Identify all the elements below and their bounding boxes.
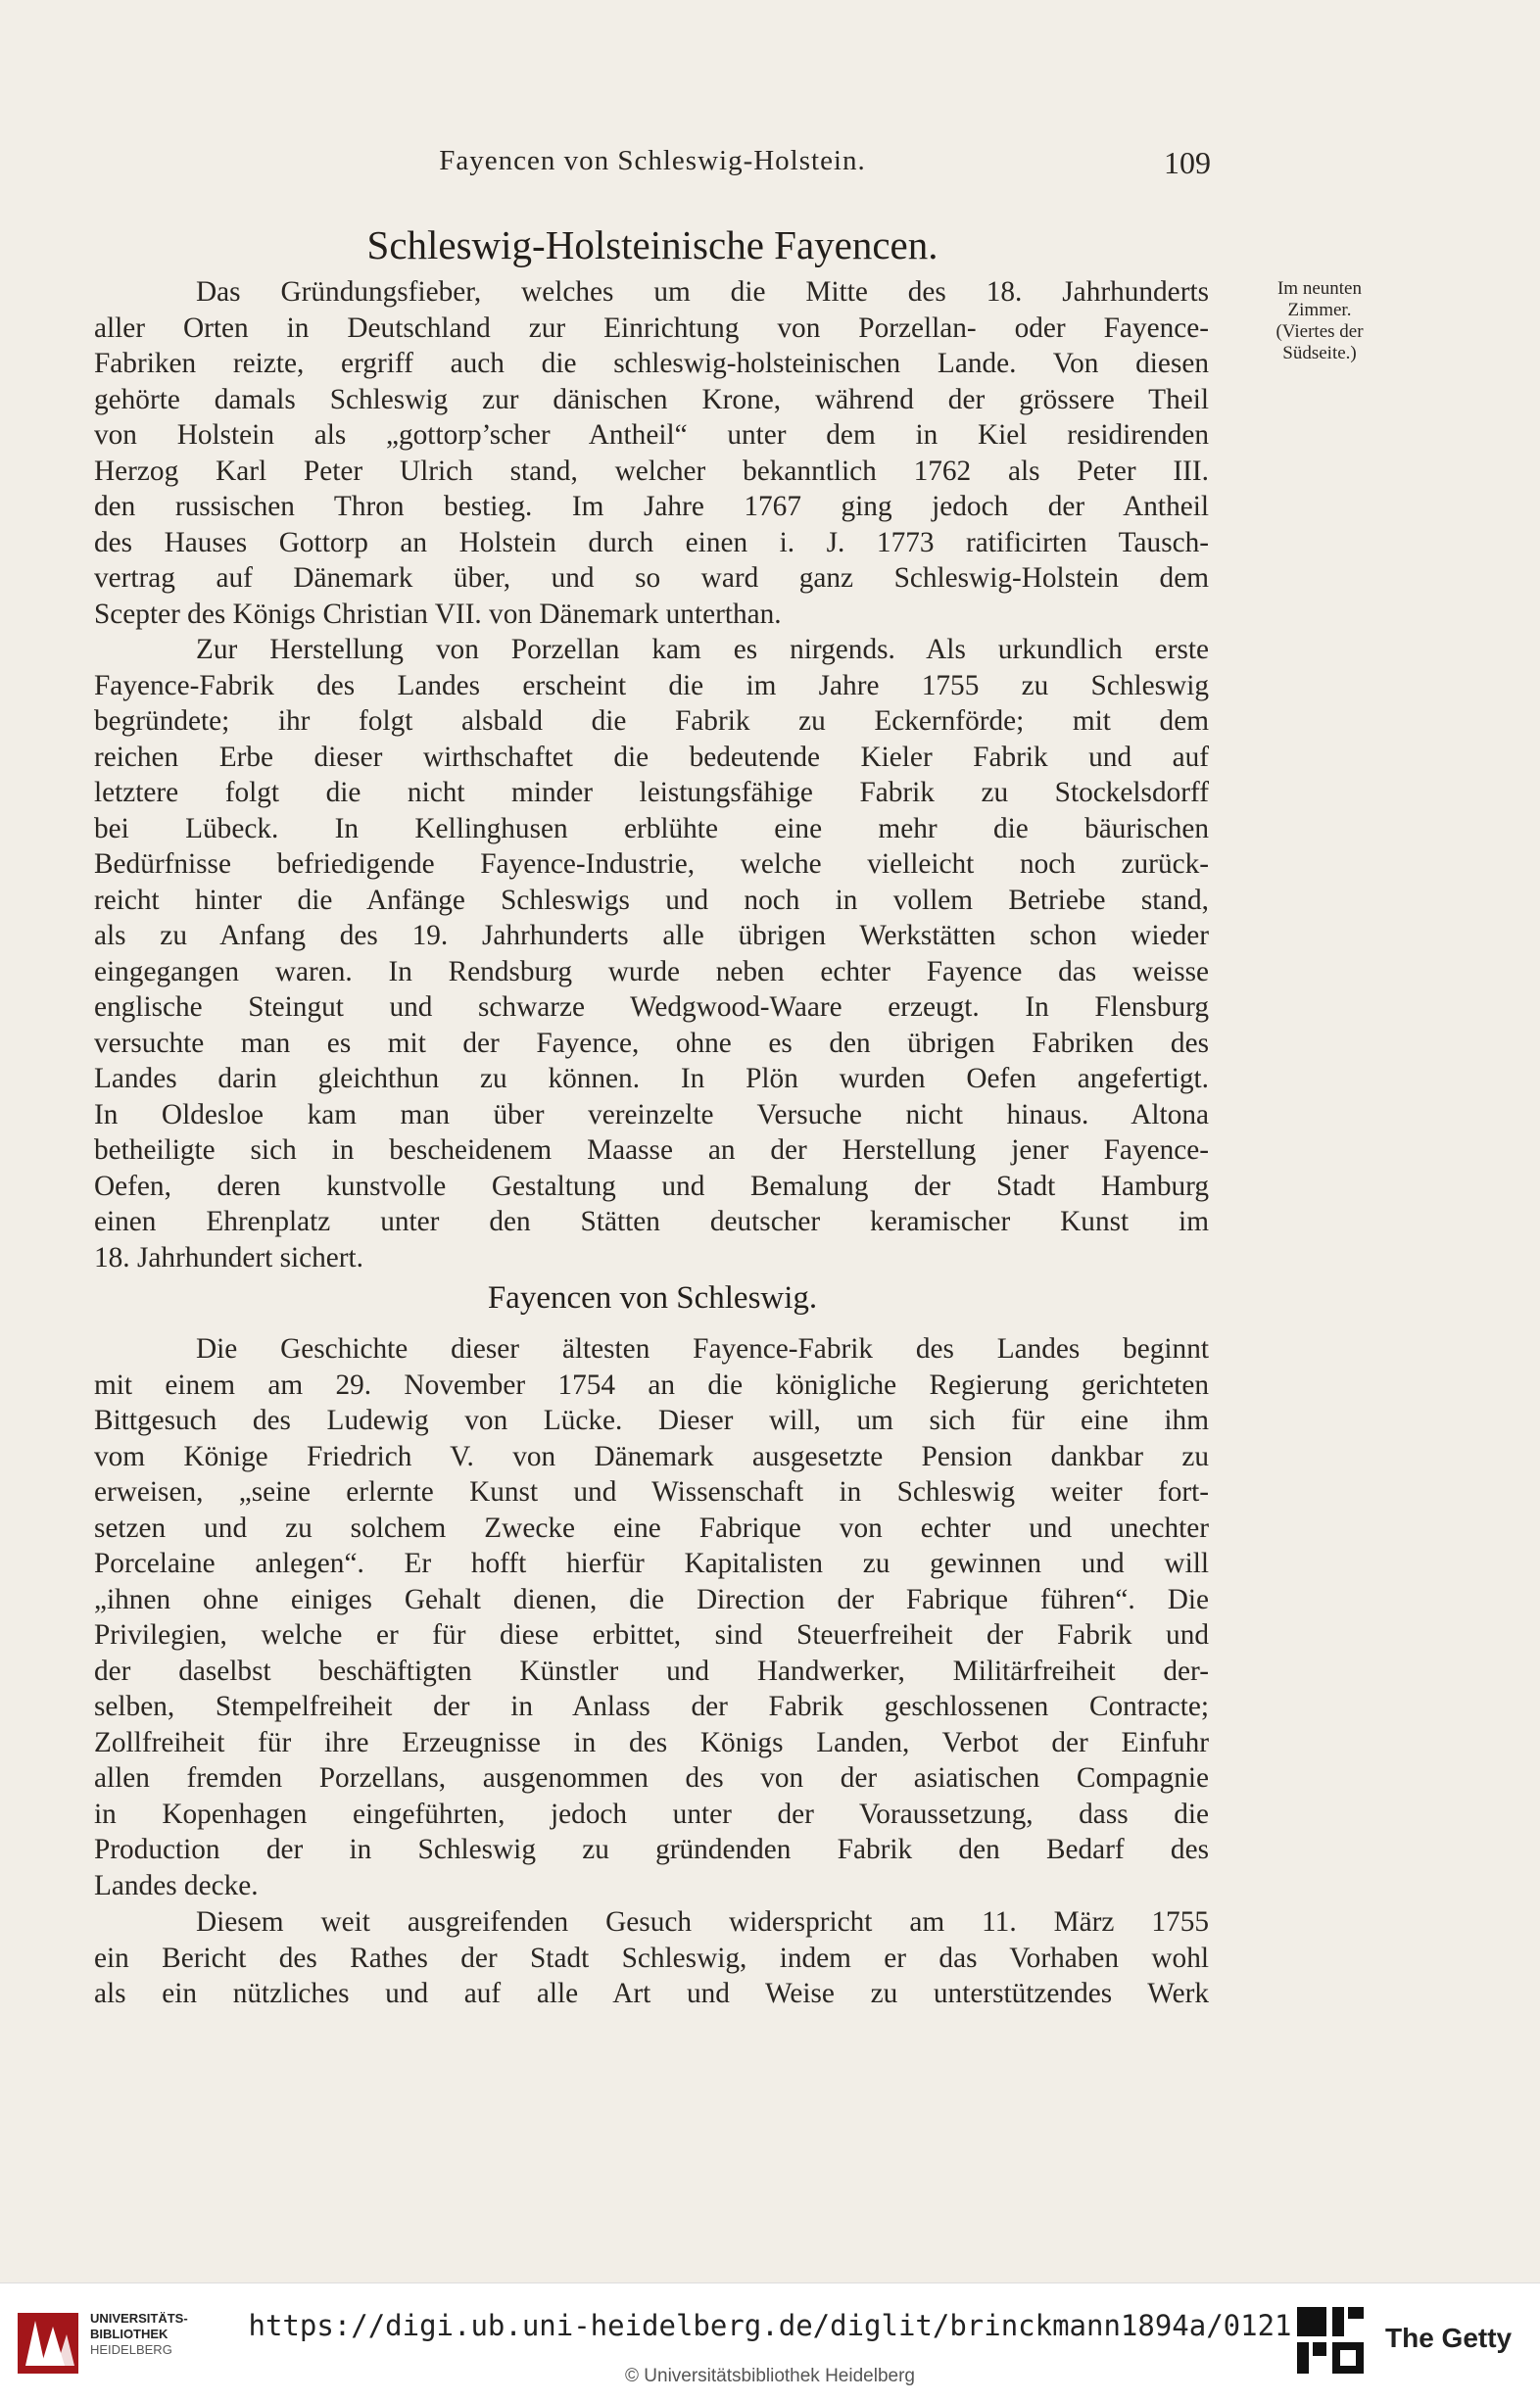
text-line: Oefen, deren kunstvolle Gestaltung und Bemalung der Stadt Hamburg <box>94 1170 1209 1202</box>
paragraph-1 <box>94 274 1209 632</box>
margin-note-line: Südseite.) <box>1282 343 1357 363</box>
text-line: mit einem am 29. November 1754 an die königliche Regierung gerichteten <box>94 1369 1209 1401</box>
text-line: reichen Erbe dieser wirthschaftet die bedeutende Kieler Fabrik und auf <box>94 741 1209 773</box>
text-line: Fabriken reizte, ergriff auch die schleswig-holsteinischen Lande. Von diesen <box>94 348 1209 379</box>
page-number: 109 <box>1164 145 1211 180</box>
text-line: Landes darin gleichthun zu können. In Plön wurden Oefen angefertigt. <box>94 1063 1209 1094</box>
text-line: der daselbst beschäftigten Künstler und Handwerker, Militärfreiheit der- <box>94 1655 1209 1687</box>
text-line: selben, Stempelfreiheit der in Anlass der Fabrik geschlossenen Contracte; <box>94 1691 1209 1722</box>
text-line: in Kopenhagen eingeführten, jedoch unter der Voraussetzung, dass die <box>94 1798 1209 1830</box>
text-line: Bittgesuch des Ludewig von Lücke. Dieser will, um sich für eine ihm <box>94 1405 1209 1436</box>
text-line: Privilegien, welche er für diese erbittet, sind Steuerfreiheit der Fabrik und <box>94 1619 1209 1651</box>
library-name-line: BIBLIOTHEK <box>90 2327 168 2341</box>
library-name-line: UNIVERSITÄTS- <box>90 2311 188 2326</box>
text-line: gehörte damals Schleswig zur dänischen Krone, während der grössere Theil <box>94 383 1209 415</box>
margin-note <box>1236 278 1403 364</box>
paragraph-2 <box>94 632 1209 1275</box>
text-line: Zollfreiheit für ihre Erzeugnisse in des Königs Landen, Verbot der Einfuhr <box>94 1726 1209 1758</box>
running-header <box>94 145 1211 184</box>
text-line: ein Bericht des Rathes der Stadt Schleswig, indem er das Vorhaben wohl <box>94 1942 1209 1974</box>
text-line: einen Ehrenplatz unter den Stätten deutscher keramischer Kunst im <box>94 1206 1209 1237</box>
text-line: 18. Jahrhundert sichert. <box>94 1241 363 1273</box>
text-line: den russischen Thron bestieg. Im Jahre 1767 ging jedoch der Antheil <box>94 491 1209 522</box>
margin-note-line: (Viertes der <box>1275 321 1364 342</box>
text-line: betheiligte sich in bescheidenem Maasse an der Herstellung jener Fayence- <box>94 1134 1209 1166</box>
text-line: Bedürfnisse befriedigende Fayence-Industrie, welche vielleicht noch zurück- <box>94 848 1209 880</box>
text-line: als zu Anfang des 19. Jahrhunderts alle übrigen Werkstätten schon wieder <box>94 920 1209 951</box>
text-line: des Hauses Gottorp an Holstein durch einen i. J. 1773 ratificirten Tausch- <box>94 526 1209 558</box>
text-line: Herzog Karl Peter Ulrich stand, welcher bekanntlich 1762 als Peter III. <box>94 455 1209 487</box>
running-title: Fayencen von Schleswig-Holstein. <box>439 145 866 176</box>
text-line: Production der in Schleswig zu gründenden Fabrik den Bedarf des <box>94 1834 1209 1865</box>
text-line: reicht hinter die Anfänge Schleswigs und noch in vollem Betriebe stand, <box>94 884 1209 916</box>
permalink-url[interactable]: https://digi.ub.uni-heidelberg.de/diglit/brinckmann1894a/0121 <box>248 2309 1292 2342</box>
section-title: Fayencen von Schleswig. <box>487 1280 818 1316</box>
paragraph-3 <box>94 1331 1209 1903</box>
text-line: letztere folgt die nicht minder leistungsfähige Fabrik zu Stockelsdorff <box>94 777 1209 808</box>
text-line: Landes decke. <box>94 1869 259 1901</box>
text-line: begründete; ihr folgt alsbald die Fabrik zu Eckernförde; mit dem <box>94 705 1209 737</box>
text-line: versuchte man es mit der Fayence, ohne es den übrigen Fabriken des <box>94 1027 1209 1059</box>
text-line: als ein nützliches und auf alle Art und Weise zu unterstützendes Werk <box>94 1978 1209 2009</box>
margin-note-line: Zimmer. <box>1287 300 1352 320</box>
text-line: vertrag auf Dänemark über, und so ward ganz Schleswig-Holstein dem <box>94 562 1209 594</box>
chapter-title: Schleswig-Holsteinische Fayencen. <box>366 222 938 267</box>
text-line: erweisen, „seine erlernte Kunst und Wissenschaft in Schleswig weiter fort- <box>94 1476 1209 1508</box>
text-line: Zur Herstellung von Porzellan kam es nirgends. Als urkundlich erste <box>196 634 1209 665</box>
text-line: Diesem weit ausgreifenden Gesuch widerspricht am 11. März 1755 <box>196 1906 1209 1938</box>
viewer-footer <box>0 2282 1540 2402</box>
text-line: aller Orten in Deutschland zur Einrichtung von Porzellan- oder Fayence- <box>94 312 1209 344</box>
text-line: allen fremden Porzellans, ausgenommen des von der asiatischen Compagnie <box>94 1762 1209 1794</box>
partner-name: The Getty <box>1385 2323 1513 2353</box>
text-line: vom Könige Friedrich V. von Dänemark ausgesetzte Pension dankbar zu <box>94 1440 1209 1472</box>
text-line: englische Steingut und schwarze Wedgwood-Waare erzeugt. In Flensburg <box>94 991 1209 1023</box>
text-line: Scepter des Königs Christian VII. von Dänemark unterthan. <box>94 598 782 630</box>
text-line: setzen und zu solchem Zwecke eine Fabrique von echter und unechter <box>94 1512 1209 1544</box>
text-line: In Oldesloe kam man über vereinzelte Versuche nicht hinaus. Altona <box>94 1098 1209 1130</box>
text-line: von Holstein als „gottorp’scher Antheil“ unter dem in Kiel residirenden <box>94 419 1209 451</box>
text-line: „ihnen ohne einiges Gehalt dienen, die Direction der Fabrique führen“. Die <box>94 1583 1209 1615</box>
text-line: Die Geschichte dieser ältesten Fayence-Fabrik des Landes beginnt <box>196 1333 1209 1365</box>
library-name-line: HEIDELBERG <box>90 2342 172 2357</box>
copyright-notice: © Universitätsbibliothek Heidelberg <box>625 2366 915 2386</box>
text-line: Porcelaine anlegen“. Er hofft hierfür Kapitalisten zu gewinnen und will <box>94 1548 1209 1579</box>
margin-note-line: Im neunten <box>1276 278 1362 299</box>
text-line: eingegangen waren. In Rendsburg wurde neben echter Fayence das weisse <box>94 955 1209 987</box>
text-line: Das Gründungsfieber, welches um die Mitte des 18. Jahrhunderts <box>196 276 1209 308</box>
text-line: Fayence-Fabrik des Landes erscheint die im Jahre 1755 zu Schleswig <box>94 669 1209 701</box>
text-line: bei Lübeck. In Kellinghusen erblühte eine mehr die bäurischen <box>94 812 1209 844</box>
paragraph-4 <box>94 1904 1209 2012</box>
getty-logo-icon <box>1295 2305 1366 2376</box>
